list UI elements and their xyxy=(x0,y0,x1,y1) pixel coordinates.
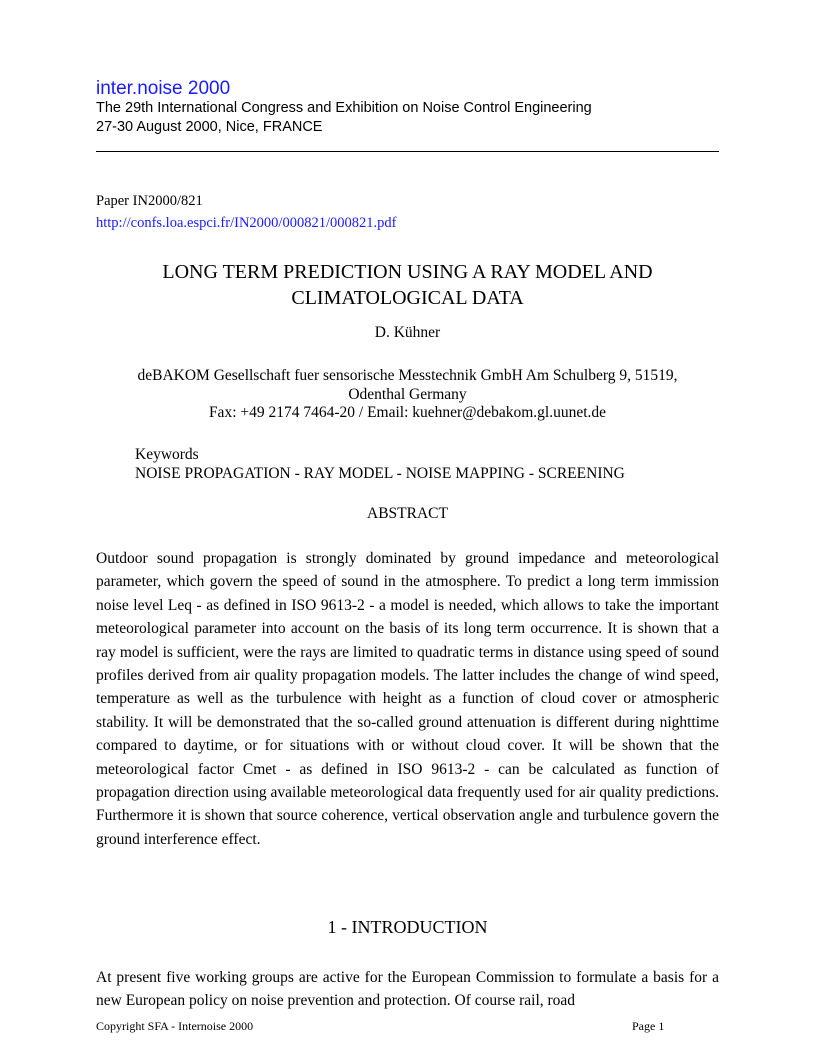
paper-id: Paper IN2000/821 xyxy=(96,193,203,209)
conference-name: inter.noise 2000 xyxy=(96,78,231,99)
affiliation-line-2: Odenthal Germany xyxy=(348,386,467,403)
keywords-label: Keywords xyxy=(135,446,199,463)
abstract-body: Outdoor sound propagation is strongly dominated by ground impedance and meteorological parameter, which govern the speed of sound in the atmosphere. To predict a long term immission noise level Leq - as defined in ISO 9613-2 - a model is needed, which allows to take the important meteorological parameter into account on the basis of its long term occurrence. It is shown that a ray model is sufficient, were the rays are limited to quadratic terms in distance using speed of sound profiles derived from air quality propagation models. The latter includes the change of wind speed, temperature as well as the turbulence with height as a function of cloud cover or atmospheric stability. It will be demonstrated that the so-called ground attenuation is different during nighttime compared to daytime, or for situations with or without cloud cover. It will be shown that the meteorological factor Cmet - as defined in ISO 9613-2 - can be calculated as function of propagation direction using available meteorological data frequently used for air quality predictions. Furthermore it is shown that source coherence, vertical observation angle and turbulence govern the ground interference effect. xyxy=(96,550,719,848)
abstract-heading: ABSTRACT xyxy=(367,505,448,522)
footer-page-number: Page 1 xyxy=(632,1019,665,1033)
paper-title: LONG TERM PREDICTION USING A RAY MODEL AND CLIMATOLOGICAL DATA xyxy=(162,261,653,309)
paper-url-link[interactable]: http://confs.loa.espci.fr/IN2000/000821/000821.pdf xyxy=(96,215,397,231)
introduction-body: At present five working groups are active for the European Commission to formulate a basis for a new European policy on noise prevention and protection. Of course rail, road xyxy=(96,969,719,1010)
author-contact: Fax: +49 2174 7464-20 / Email: kuehner@debakom.gl.uunet.de xyxy=(208,404,607,421)
congress-title: The 29th International Congress and Exhibition on Noise Control Engineering xyxy=(96,100,592,116)
section-introduction-heading: 1 - INTRODUCTION xyxy=(327,917,488,937)
header-divider xyxy=(96,151,719,152)
keywords-list: NOISE PROPAGATION - RAY MODEL - NOISE MAPPING - SCREENING xyxy=(135,465,625,482)
author-name: D. Kühner xyxy=(374,324,441,341)
footer-copyright: Copyright SFA - Internoise 2000 xyxy=(96,1019,254,1033)
affiliation-line-1: deBAKOM Gesellschaft fuer sensorische Messtechnik GmbH Am Schulberg 9, 51519, xyxy=(137,367,678,384)
conference-dates-location: 27-30 August 2000, Nice, FRANCE xyxy=(96,119,323,135)
